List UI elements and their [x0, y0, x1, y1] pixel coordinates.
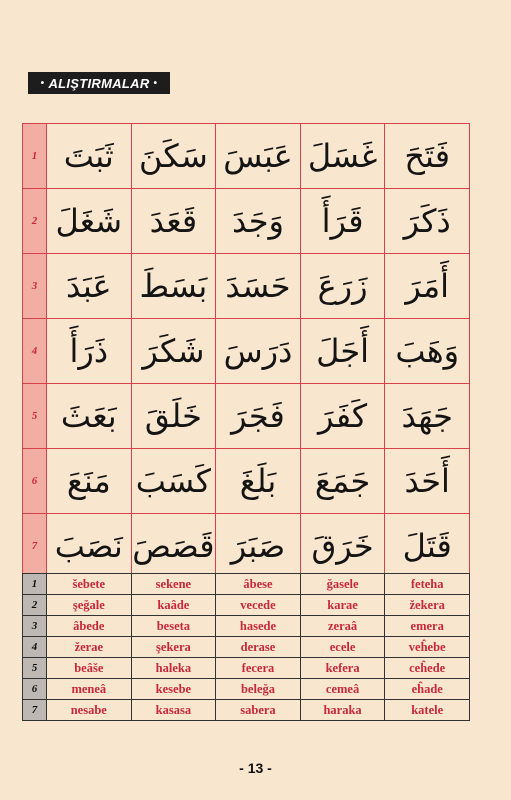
- transliteration-cell: derase: [216, 637, 301, 658]
- row-number: 5: [23, 658, 47, 679]
- transliteration-cell: haraka: [300, 700, 385, 721]
- row-number: 6: [23, 679, 47, 700]
- arabic-word-cell: قَرَأَ: [300, 189, 385, 254]
- row-number: 5: [23, 384, 47, 449]
- arabic-words-table: [22, 123, 470, 579]
- row-number: 2: [23, 595, 47, 616]
- arabic-word-cell: عَبَسَ: [216, 124, 301, 189]
- transliteration-cell: fecera: [216, 658, 301, 679]
- transliteration-cell: feteha: [385, 574, 470, 595]
- arabic-word-cell: دَرَسَ: [216, 319, 301, 384]
- arabic-row: [23, 254, 470, 319]
- arabic-word-cell: وَهَبَ: [385, 319, 470, 384]
- transliteration-cell: ecele: [300, 637, 385, 658]
- arabic-word-cell: فَجَرَ: [216, 384, 301, 449]
- row-number: 6: [23, 449, 47, 514]
- transliteration-cell: meneâ: [47, 679, 132, 700]
- arabic-row: [23, 189, 470, 254]
- arabic-row: [23, 514, 470, 579]
- transliteration-cell: šebete: [47, 574, 132, 595]
- transliteration-cell: vecede: [216, 595, 301, 616]
- arabic-word-cell: وَجَدَ: [216, 189, 301, 254]
- arabic-word-cell: غَسَلَ: [300, 124, 385, 189]
- row-number: 3: [23, 254, 47, 319]
- arabic-word-cell: مَنَعَ: [47, 449, 132, 514]
- row-number: 4: [23, 637, 47, 658]
- arabic-row: [23, 319, 470, 384]
- arabic-word-cell: زَرَعَ: [300, 254, 385, 319]
- arabic-word-cell: ذَرَأَ: [47, 319, 132, 384]
- transliteration-row: [23, 700, 470, 721]
- transliteration-row: [23, 637, 470, 658]
- bullet-icon: •: [40, 77, 45, 89]
- arabic-word-cell: كَفَرَ: [300, 384, 385, 449]
- arabic-word-cell: صَبَرَ: [216, 514, 301, 579]
- transliteration-row: [23, 574, 470, 595]
- arabic-word-cell: أَحَدَ: [385, 449, 470, 514]
- transliteration-cell: hasede: [216, 616, 301, 637]
- arabic-word-cell: قَتَلَ: [385, 514, 470, 579]
- arabic-row: [23, 124, 470, 189]
- transliteration-cell: kefera: [300, 658, 385, 679]
- arabic-word-cell: قَصَصَ: [131, 514, 216, 579]
- transliteration-cell: ceĥede: [385, 658, 470, 679]
- transliteration-row: [23, 616, 470, 637]
- page-number: - 13 -: [239, 760, 272, 776]
- arabic-word-cell: ذَكَرَ: [385, 189, 470, 254]
- transliteration-table: [22, 573, 470, 721]
- transliteration-cell: kasasa: [131, 700, 216, 721]
- arabic-word-cell: نَصَبَ: [47, 514, 132, 579]
- transliteration-cell: veĥebe: [385, 637, 470, 658]
- row-number: 2: [23, 189, 47, 254]
- transliteration-cell: beâše: [47, 658, 132, 679]
- transliteration-row: [23, 679, 470, 700]
- arabic-word-cell: شَغَلَ: [47, 189, 132, 254]
- transliteration-cell: sabera: [216, 700, 301, 721]
- arabic-word-cell: ثَبَتَ: [47, 124, 132, 189]
- row-number: 1: [23, 124, 47, 189]
- arabic-word-cell: أَمَرَ: [385, 254, 470, 319]
- arabic-word-cell: أَجَلَ: [300, 319, 385, 384]
- arabic-row: [23, 449, 470, 514]
- arabic-row: [23, 384, 470, 449]
- arabic-word-cell: كَسَبَ: [131, 449, 216, 514]
- transliteration-cell: kaâde: [131, 595, 216, 616]
- transliteration-cell: cemeâ: [300, 679, 385, 700]
- transliteration-cell: katele: [385, 700, 470, 721]
- transliteration-cell: âbese: [216, 574, 301, 595]
- arabic-word-cell: سَكَنَ: [131, 124, 216, 189]
- arabic-word-cell: بَسَطَ: [131, 254, 216, 319]
- row-number: 4: [23, 319, 47, 384]
- transliteration-cell: sekene: [131, 574, 216, 595]
- transliteration-cell: kesebe: [131, 679, 216, 700]
- arabic-word-cell: عَبَدَ: [47, 254, 132, 319]
- transliteration-cell: zeraâ: [300, 616, 385, 637]
- row-number: 1: [23, 574, 47, 595]
- transliteration-cell: haleka: [131, 658, 216, 679]
- arabic-word-cell: خَرَقَ: [300, 514, 385, 579]
- transliteration-cell: nesabe: [47, 700, 132, 721]
- transliteration-cell: eĥade: [385, 679, 470, 700]
- arabic-word-cell: جَهَدَ: [385, 384, 470, 449]
- transliteration-cell: beseta: [131, 616, 216, 637]
- row-number: 3: [23, 616, 47, 637]
- transliteration-cell: şekera: [131, 637, 216, 658]
- transliteration-row: [23, 658, 470, 679]
- transliteration-cell: ğasele: [300, 574, 385, 595]
- transliteration-cell: emera: [385, 616, 470, 637]
- bullet-icon: •: [153, 77, 158, 89]
- row-number: 7: [23, 514, 47, 579]
- arabic-word-cell: جَمَعَ: [300, 449, 385, 514]
- arabic-word-cell: شَكَرَ: [131, 319, 216, 384]
- arabic-word-cell: حَسَدَ: [216, 254, 301, 319]
- arabic-word-cell: خَلَقَ: [131, 384, 216, 449]
- transliteration-cell: žekera: [385, 595, 470, 616]
- row-number: 7: [23, 700, 47, 721]
- transliteration-row: [23, 595, 470, 616]
- arabic-word-cell: بَعَثَ: [47, 384, 132, 449]
- arabic-word-cell: فَتَحَ: [385, 124, 470, 189]
- section-title: ALIŞTIRMALAR: [48, 75, 150, 91]
- transliteration-cell: âbede: [47, 616, 132, 637]
- transliteration-cell: şeğale: [47, 595, 132, 616]
- transliteration-cell: beleğa: [216, 679, 301, 700]
- section-title-badge: [28, 72, 170, 94]
- arabic-word-cell: بَلَغَ: [216, 449, 301, 514]
- arabic-word-cell: قَعَدَ: [131, 189, 216, 254]
- transliteration-cell: karae: [300, 595, 385, 616]
- transliteration-cell: žerae: [47, 637, 132, 658]
